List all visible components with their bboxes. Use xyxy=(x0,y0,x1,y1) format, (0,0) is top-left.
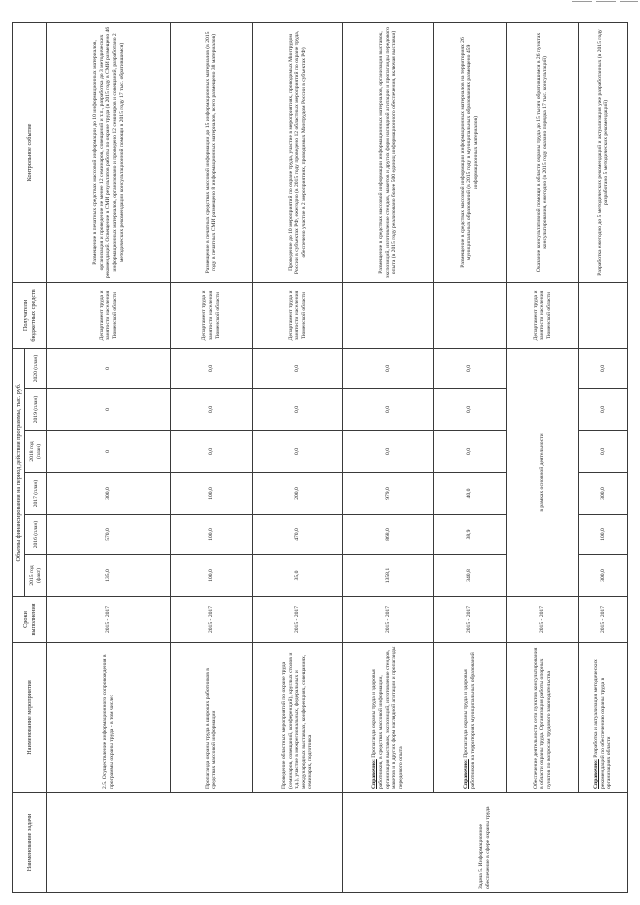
value-cell: 100,0 xyxy=(170,473,252,515)
event-text: Разработка и актуализация методических рекомендаций по обеспечению охраны труда в организациях области xyxy=(593,659,613,789)
value-cell: 0 xyxy=(47,389,171,431)
value-cell: 200,0 xyxy=(252,473,343,515)
control-cell: Проведение до 10 мероприятий по охране труда, участие в мероприятиях, проводимых Минтрудом России в субъектах РФ, ежегодно (в 2015 году проведено 12 областных мероприятий по охране труда, обеспечено участие в 2 мероприятиях, проводимых Минтрудом России в субъектах РФ) xyxy=(252,22,343,282)
task-cell-empty xyxy=(47,793,343,893)
term-cell: 2015 - 2017 xyxy=(252,597,343,643)
value-cell: 570,0 xyxy=(47,515,171,555)
event-cell xyxy=(579,643,628,793)
table-row xyxy=(433,22,506,892)
header-year: 2020 (план) xyxy=(25,348,47,388)
value-cell: 0 xyxy=(47,431,171,473)
recipient-cell: Департамент труда и занятости населения Тюменской области xyxy=(170,282,252,348)
recipient-cell: Департамент труда и занятости населения Тюменской области xyxy=(506,282,579,348)
recipient-cell xyxy=(433,282,506,348)
table-row xyxy=(170,22,252,892)
table-row xyxy=(252,22,343,892)
value-cell: 300,0 xyxy=(47,473,171,515)
value-cell: 0,0 xyxy=(170,348,252,388)
program-table xyxy=(12,22,628,893)
event-cell xyxy=(433,643,506,793)
value-cell: 0,0 xyxy=(343,389,434,431)
within-activity-cell: в рамках основной деятельности xyxy=(506,348,579,596)
control-cell: Разработка ежегодно до 5 методических рекомендаций и актуализация уже разработанных (в 2015 году разработано 5 методических рекомендаций) xyxy=(579,22,628,282)
header-year: 2017 (план) xyxy=(25,473,47,515)
value-cell: 0,0 xyxy=(579,389,628,431)
event-cell: Обеспечение деятельности сети пунктов консультирования в области охраны труда. Организация работы опорных пунктов по вопросам трудового законодательства xyxy=(506,643,579,793)
header-event: Наименование мероприятия xyxy=(13,643,47,793)
value-cell: 35,0 xyxy=(252,555,343,597)
term-cell: 2015 - 2017 xyxy=(579,597,628,643)
event-cell xyxy=(343,643,434,793)
header-recipient: Получатели бюджетных средств xyxy=(13,282,47,348)
control-cell: Размещение в печатных средствах массовой информации до 15 информационных материалов (в 2015 году в печатных СМИ размещено 8 информационных материалов, всего размещено 38 материалов) xyxy=(170,22,252,282)
value-cell: 0,0 xyxy=(433,348,506,388)
reference-label: Справочно: xyxy=(371,759,378,789)
table-row xyxy=(579,22,628,892)
term-cell: 2015 - 2017 xyxy=(506,597,579,643)
table-row xyxy=(506,22,579,892)
value-cell: 38,9 xyxy=(433,515,506,555)
value-cell: 0,0 xyxy=(579,431,628,473)
event-cell: 2.5. Осуществление информационного сопровождения в программы охраны труда - в том числе: xyxy=(47,643,171,793)
header-volumes: Объемы финансирования на период действия программы, тыс. руб. xyxy=(13,348,25,596)
value-cell: 0,0 xyxy=(252,389,343,431)
table-row xyxy=(47,22,171,892)
event-text: Пропаганда охраны труда и здоровья работников на территориях муниципальных образований xyxy=(463,652,476,789)
value-cell: 0,0 xyxy=(433,389,506,431)
reference-label: Справочно: xyxy=(463,759,469,789)
control-cell: Размещение в средствах массовой информации информационных материалов, организация выставок, экспозиций, изготовление стендов, макетов и других форм наглядной агитации и пропаганды передового опыта (в 2015 году реализовано более 500 единиц информационного обеспечения, включая выставки) xyxy=(343,22,434,282)
value-cell: 0,0 xyxy=(579,348,628,388)
value-cell: 1358,1 xyxy=(343,555,434,597)
value-cell: 135,0 xyxy=(47,555,171,597)
value-cell: 300,0 xyxy=(579,473,628,515)
value-cell: 40,0 xyxy=(433,473,506,515)
task-cell: Задача 5. Информационное обеспечение в сфере охраны труда xyxy=(343,793,628,893)
header-year: 2016 (план) xyxy=(25,515,47,555)
term-cell: 2015 - 2017 xyxy=(170,597,252,643)
value-cell: 100,0 xyxy=(579,515,628,555)
scan-edge-marks xyxy=(572,0,640,3)
value-cell: 0,0 xyxy=(170,431,252,473)
value-cell: 0 xyxy=(47,348,171,388)
value-cell: 100,0 xyxy=(170,555,252,597)
header-control: Контрольное событие xyxy=(13,22,47,282)
term-cell: 2015 - 2017 xyxy=(47,597,171,643)
table-row xyxy=(343,22,434,892)
value-cell: 979,0 xyxy=(343,473,434,515)
event-cell: Пропаганда охраны труда в широких работников в средствах массовой информации xyxy=(170,643,252,793)
recipient-cell: Департамент труда и занятости населения Тюменской области xyxy=(47,282,171,348)
value-cell: 868,0 xyxy=(343,515,434,555)
control-cell: Оказание консультативной помощи в области охраны труда до 15 тысяч обратившимся в 26 пунктах консультирования, ежегодно (в 2015 году оказано порядка 17 тыс. консультаций) xyxy=(506,22,579,282)
value-cell: 470,0 xyxy=(252,515,343,555)
term-cell: 2015 - 2017 xyxy=(343,597,434,643)
value-cell: 0,0 xyxy=(433,431,506,473)
header-year: 2018 год (план) xyxy=(25,431,47,473)
header-term: Сроки выполнения xyxy=(13,597,47,643)
reference-label: Справочно: xyxy=(593,759,600,789)
rotated-page xyxy=(12,23,628,893)
value-cell: 0,0 xyxy=(343,348,434,388)
header-year: 2015 год (факт) xyxy=(25,555,47,597)
event-cell: Проведение областных мероприятий по охране труда (семинаров, совещаний, конференций), круглых столов и т.д.), участие в межрегиональных, федеральных и международных выставках, конференциях, совещаниях, семинарах, подготовка xyxy=(252,643,343,793)
value-cell: 0,0 xyxy=(170,389,252,431)
value-cell: 0,0 xyxy=(343,431,434,473)
control-cell: Размещение в печатных средствах массовой информации до 10 информационных материалов, организация и проведение не менее 12 семинаров, совещаний и т.п., разработка до 3 методических рекомендаций. Освещение в СМИ результатов работы по охране труда (в 2015 году в СМИ размещено 46 информационных материалов, организовано и проведено 12 семинаров и совещаний, разработано 2 методических рекомендации консультационной помощи в 2015 году 17 тыс. обратившимся) xyxy=(47,22,171,282)
header-year: 2019 (план) xyxy=(25,389,47,431)
header-task: Наименование задачи xyxy=(13,793,47,893)
term-cell: 2015 - 2017 xyxy=(433,597,506,643)
event-text: Пропаганда охраны труда и здоровья работников, в средствах массовой информации, организация выставок, экспозиций, изготовление стендов, макетов и в других форм наглядной агитации и пропаганды передового опыта xyxy=(371,646,404,789)
recipient-cell xyxy=(579,282,628,348)
recipient-cell xyxy=(343,282,434,348)
recipient-cell: Департамент труда и занятости населения Тюменской области xyxy=(252,282,343,348)
value-cell: 0,0 xyxy=(252,348,343,388)
control-cell: Размещение в средствах массовой информации информационных материалов на территориях 26 муниципальных образований (в 2015 году в муниципальных образованиях размещено 459 информационных материалов) xyxy=(433,22,506,282)
value-cell: 340,8 xyxy=(433,555,506,597)
value-cell: 0,0 xyxy=(252,431,343,473)
value-cell: 300,0 xyxy=(579,555,628,597)
value-cell: 100,0 xyxy=(170,515,252,555)
